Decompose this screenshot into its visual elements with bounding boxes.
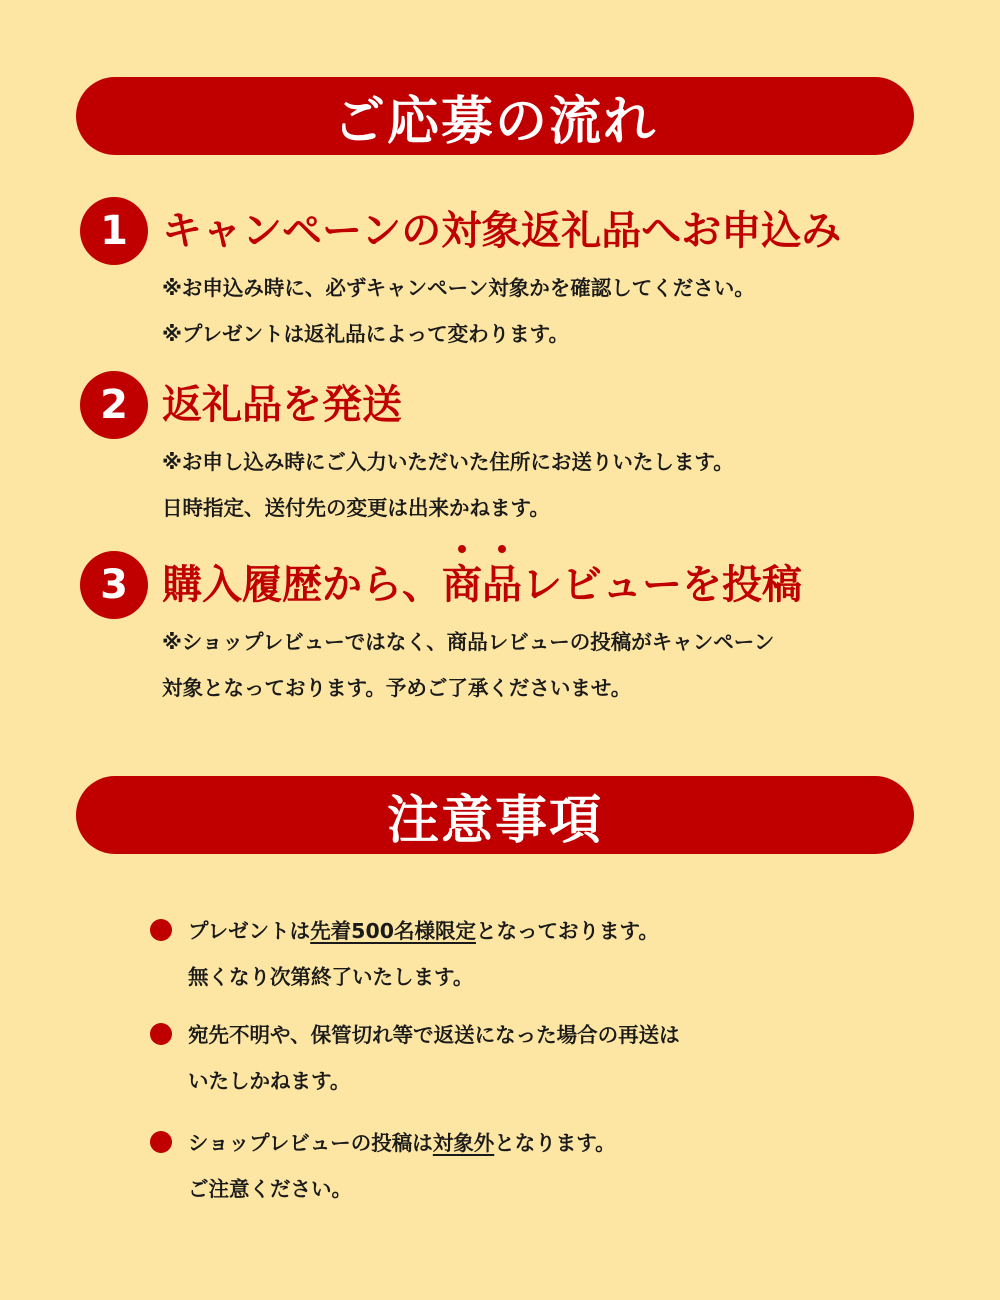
step-title-part: レビューを投稿 <box>522 562 802 608</box>
notice-line: ご注意ください。 <box>188 1177 352 1201</box>
bullet-icon <box>150 1023 172 1045</box>
flow-heading-banner <box>76 77 914 155</box>
step-note: ※ショップレビューではなく、商品レビューの投稿がキャンペーン <box>162 630 775 654</box>
notice-text: となります。 <box>494 1131 616 1155</box>
notice-text: ショップレビューの投稿は <box>188 1131 433 1155</box>
notice-item <box>150 1012 910 1104</box>
emphasis-dot-char: 品 <box>482 551 522 619</box>
step-note: ※プレゼントは返礼品によって変わります。 <box>162 322 569 346</box>
step-title <box>162 551 802 619</box>
step-title-part: 購入履歴から、 <box>162 562 442 608</box>
notice-item <box>150 908 910 1000</box>
step-number-badge: 3 <box>80 551 148 619</box>
step-note: 対象となっております。予めご了承くださいませ。 <box>162 676 632 700</box>
step-title: 返礼品を発送 <box>162 382 402 428</box>
bullet-icon <box>150 919 172 941</box>
step-2 <box>80 371 940 531</box>
notice-line: いたしかねます。 <box>188 1069 351 1093</box>
step-number-badge: 2 <box>80 371 148 439</box>
notice-line: 宛先不明や、保管切れ等で返送になった場合の再送は <box>188 1023 680 1047</box>
flow-heading: ご応募の流れ <box>332 91 657 152</box>
step-note: 日時指定、送付先の変更は出来かねます。 <box>162 496 550 520</box>
notice-text: プレゼントは <box>188 919 311 943</box>
emphasis-dot-char: 商 <box>442 551 482 619</box>
notice-item <box>150 1120 910 1212</box>
notice-text: となっております。 <box>475 919 659 943</box>
step-note: ※お申込み時に、必ずキャンペーン対象かを確認してください。 <box>162 276 755 300</box>
step-1 <box>80 197 940 357</box>
notice-underlined-text: 先着500名様限定 <box>310 919 476 943</box>
bullet-icon <box>150 1131 172 1153</box>
notices-heading: 注意事項 <box>386 790 603 851</box>
notice-line: 無くなり次第終了いたします。 <box>188 965 474 989</box>
step-title: キャンペーンの対象返礼品へお申込み <box>162 208 842 254</box>
notice-underlined-text: 対象外 <box>432 1131 495 1155</box>
step-note: ※お申し込み時にご入力いただいた住所にお送りいたします。 <box>162 450 734 474</box>
notice-line <box>188 1120 616 1166</box>
notice-line <box>188 908 659 954</box>
step-3 <box>80 551 940 711</box>
step-number-badge: 1 <box>80 197 148 265</box>
notices-heading-banner <box>76 776 914 854</box>
